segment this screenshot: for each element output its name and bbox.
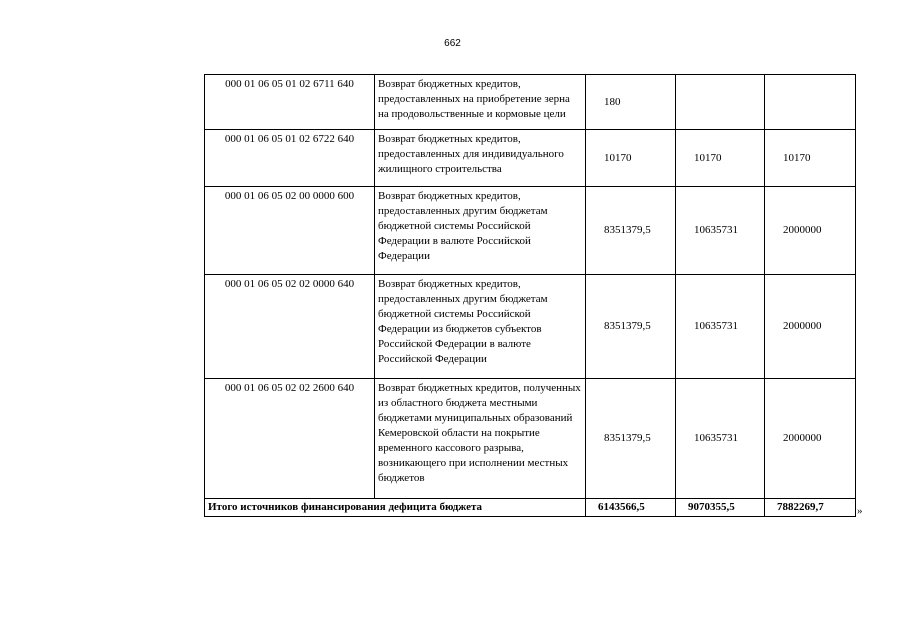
row-value-3: 10170	[765, 130, 856, 187]
row-value-2: 10635731	[676, 275, 765, 379]
table-row	[205, 275, 856, 379]
row-code: 000 01 06 05 02 02 0000 640	[205, 275, 375, 379]
row-description: Возврат бюджетных кредитов, предоставленных на приобретение зерна на продовольственные и кормовые цели	[375, 75, 586, 130]
row-value-1: 8351379,5	[586, 187, 676, 275]
row-code: 000 01 06 05 02 00 0000 600	[205, 187, 375, 275]
row-value-2: 10170	[676, 130, 765, 187]
total-value-3: 7882269,7	[765, 499, 856, 517]
row-description: Возврат бюджетных кредитов, полученных из областного бюджета местными бюджетами муниципальных образований Кемеровской области на покрытие временного кассового разрыва, возникающего при исполнении местных бюджетов	[375, 379, 586, 499]
row-code: 000 01 06 05 02 02 2600 640	[205, 379, 375, 499]
table-row	[205, 187, 856, 275]
row-value-3: 2000000	[765, 187, 856, 275]
row-description: Возврат бюджетных кредитов, предоставленных для индивидуального жилищного строительства	[375, 130, 586, 187]
row-value-1: 8351379,5	[586, 379, 676, 499]
row-description: Возврат бюджетных кредитов, предоставленных другим бюджетам бюджетной системы Российской Федерации из бюджетов субъектов Российской Федерации в валюте Российской Федерации	[375, 275, 586, 379]
total-value-1: 6143566,5	[586, 499, 676, 517]
table-row	[205, 75, 856, 130]
row-value-2: 10635731	[676, 187, 765, 275]
row-description: Возврат бюджетных кредитов, предоставленных другим бюджетам бюджетной системы Российской Федерации в валюте Российской Федерации	[375, 187, 586, 275]
total-value-2: 9070355,5	[676, 499, 765, 517]
row-code: 000 01 06 05 01 02 6711 640	[205, 75, 375, 130]
row-value-1: 8351379,5	[586, 275, 676, 379]
table-row	[205, 379, 856, 499]
row-value-3: 2000000	[765, 275, 856, 379]
row-value-3	[765, 75, 856, 130]
row-value-3: 2000000	[765, 379, 856, 499]
row-value-2	[676, 75, 765, 130]
total-label: Итого источников финансирования дефицита бюджета	[205, 499, 586, 517]
total-row	[205, 499, 856, 517]
row-value-2: 10635731	[676, 379, 765, 499]
row-value-1: 10170	[586, 130, 676, 187]
table-row	[205, 130, 856, 187]
page-number: 662	[444, 38, 461, 49]
row-code: 000 01 06 05 01 02 6722 640	[205, 130, 375, 187]
row-value-1: 180	[586, 75, 676, 130]
closing-quote-mark: »	[857, 505, 863, 517]
budget-sources-table	[204, 74, 856, 517]
